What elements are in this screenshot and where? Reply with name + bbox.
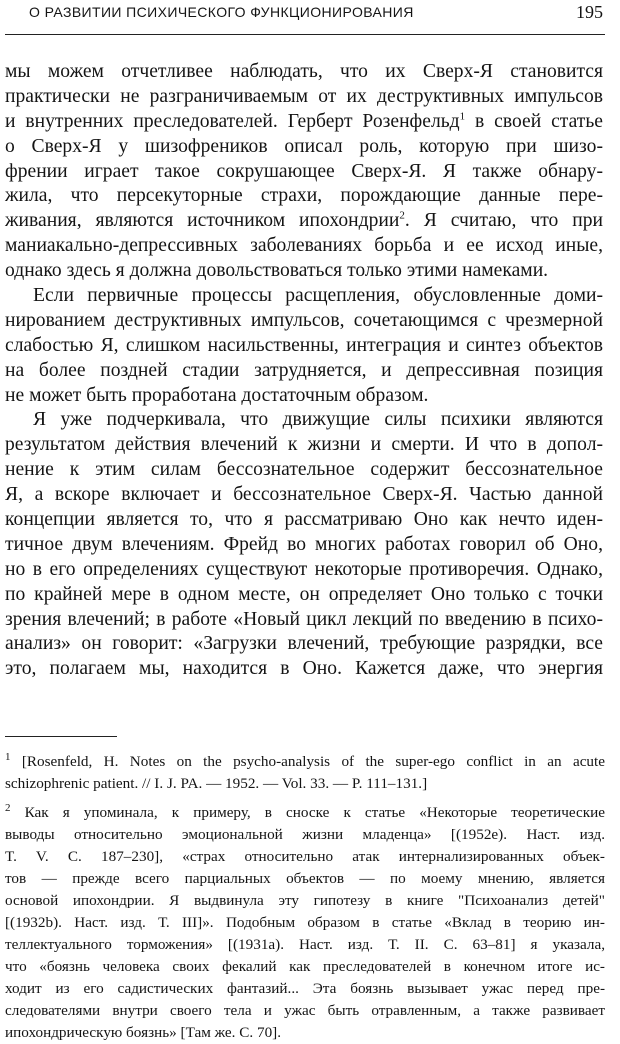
footnote-line: следователями внутри своего тела и ужас быть отравленным, а также развивает [5,1002,605,1019]
footnote-line: выводы относительно эмоциональной жизни младенца» [(1952e). Наст. изд. [5,826,605,843]
footnote-line: тов — прежде всего парциальных объектов — по моему мнению, является [5,870,605,887]
text-line: на более поздней стадии затрудняется, и депрессивная позиция [5,359,603,381]
footnote-marker: 1 [5,750,11,763]
footnote-line: что «боязнь человека своих фекалий как преследователей в конечном итоге ис- [5,958,605,975]
paragraph-3 [5,408,603,682]
paragraph-2 [5,284,603,408]
text-line: Я, а вскоре включает и бессознательное Сверх-Я. Частью данной [5,484,603,506]
footnote-line: ипохондрическую боязнь» [Там же. С. 70]. [5,1024,282,1041]
text-line: нированием деструктивных импульсов, сочетающимся с чрезмерной [5,309,603,331]
text-line: концепции является то, что я рассматриваю Оно как нечто иден- [5,509,603,531]
text-line: Если первичные процессы расщепления, обусловленные доми- [33,285,603,307]
footnote-separator [5,736,117,737]
paragraph-1 [5,60,603,284]
footnote-line: $^1$ [Rosenfeld, H. Notes on the psycho-analysis of the super-ego conflict in an acute [5,750,605,770]
footnote-ref-2[interactable]: 2 [399,209,405,222]
text-line: зрения влечений; в работе «Новый цикл лекций по введению в психо- [5,608,603,630]
footnote-line: $^2$ Как я упоминала, к примеру, в сноске к статье «Некоторые теоретические [5,801,605,821]
footnote-ref-1[interactable]: 1 [459,110,466,123]
footnote-line: основой ипохондрии. Я выдвинула эту гипотезу в книге "Психоанализ детей" [5,892,605,909]
text-line: маниакально-депрессивных заболеваниях борьба и ее исход иные, [5,235,603,257]
text-line: нение к этим силам бессознательное содержит бессознательное [5,459,603,481]
text-line: френии играет такое сокрушающее Сверх-Я. Я также обнару- [5,160,603,182]
main-text [5,60,603,682]
text-line: мы можем отчетливее наблюдать, что их Сверх-Я становится [5,61,603,82]
text-line: результатом действия влечений к жизни и смерти. И что в допол- [5,434,603,456]
footnote-2 [5,802,605,1044]
footnote-line: [(1932b). Наст. изд. Т. III]». Подобным образом в статье «Вклад в теорию ин- [5,914,605,931]
page-header [5,0,605,35]
text-line: не может быть проработана достаточным образом. [5,384,429,406]
text-line: по крайней мере в одном месте, он определяет Оно только с точки [5,583,603,605]
text-line: живания, являются источником ипохондрии$^2$. Я считаю, что при [5,209,603,232]
text-line: и внутренних преследователей. Герберт Розенфельд$^1$ в своей статье [5,110,603,132]
footnote-line: ходит из его садистических фантазий... Эта боязнь вызывает ужас перед пре- [5,980,605,997]
footnote-line: schizophrenic patient. // I. J. PA. — 1952. — Vol. 33. — P. 111–131.] [5,775,428,792]
text-line: Я уже подчеркивала, что движущие силы психики являются [33,409,603,431]
text-line: жила, что персекуторные страхи, порождающие данные пере- [5,185,603,207]
text-line: но в его определениях существуют некоторые противоречия. Однако, [5,558,603,580]
footnote-marker: 2 [5,801,11,814]
page-number: 195 [576,2,603,22]
footnotes [5,751,605,1044]
footnote-1 [5,751,605,795]
footnote-line: теллектуального торможения» [(1931a). Наст. изд. Т. II. С. 63–81] я указала, [5,936,605,953]
text-line: слабостью Я, слишком насильственны, интеграция и синтез объектов [5,334,603,356]
footnote-line: T. V. С. 187–230], «страх относительно атак интернализированных объек- [5,848,605,865]
running-title: О РАЗВИТИИ ПСИХИЧЕСКОГО ФУНКЦИОНИРОВАНИЯ [29,4,414,20]
text-line: однако здесь я должна довольствоваться только этими намеками. [5,260,549,282]
text-line: анализ» он говорит: «Загрузки влечений, требующие разрядки, все [5,633,603,655]
text-line: о Сверх-Я у шизофреников описал роль, которую при шизо- [5,135,603,157]
text-line: тичное двум влечениям. Фрейд во многих работах говорил об Оно, [5,533,603,555]
text-line: практически не разграничиваемым от их деструктивных импульсов [5,85,603,107]
text-line: это, полагаем мы, находится в Оно. Кажется даже, что энергия [5,658,603,680]
